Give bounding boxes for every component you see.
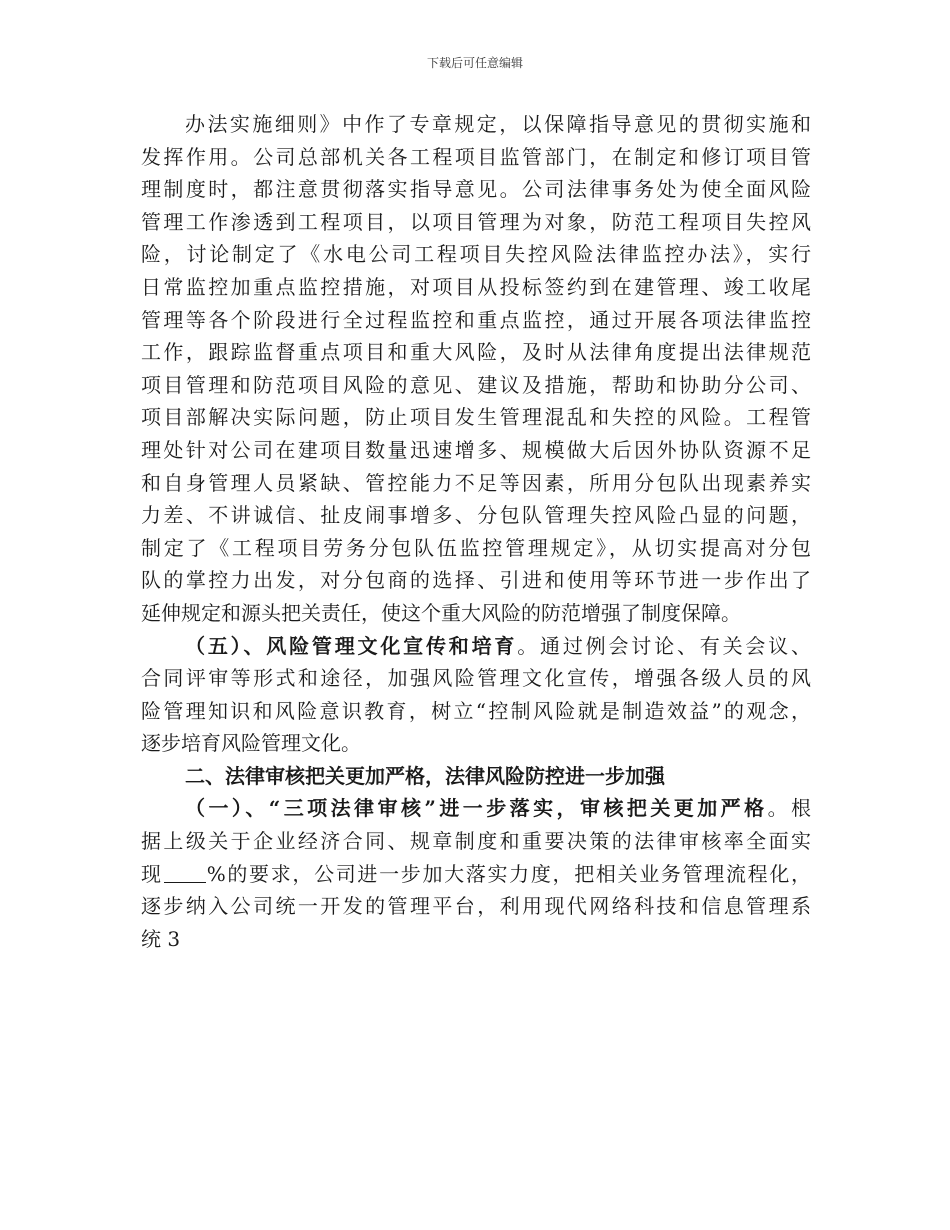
text-line: 理制度时，都注意贯彻落实指导意见。公司法律事务处为使全面风险 [141, 177, 811, 202]
text-line: 发挥作用。公司总部机关各工程项目监管部门，在制定和修订项目管 [141, 144, 811, 169]
text-line: 延伸规定和源头把关责任，使这个重大风险的防范增强了制度保障。 [141, 600, 741, 625]
text-line: 险，讨论制定了《水电公司工程项目失控风险法律监控办法》，实行 [141, 242, 811, 267]
text-line: 管理工作渗透到工程项目，以项目管理为对象，防范工程项目失控风 [141, 209, 811, 234]
paragraph-2 [141, 630, 811, 760]
fill-in-blank [164, 862, 206, 883]
paragraph-1 [141, 108, 811, 630]
text-line: 队的掌控力出发，对分包商的选择、引进和使用等环节进一步作出了 [141, 568, 811, 593]
text-line: 项目部解决实际问题，防止项目发生管理混乱和失控的风险。工程管 [141, 405, 811, 430]
section-heading: 二、法律审核把关更加严格，法律风险防控进一步加强 [185, 763, 665, 788]
text-line: 理处针对公司在建项目数量迅速增多、规模做大后因外协队资源不足 [141, 437, 811, 462]
text-run: 。通过例会讨论、有关会议、 [517, 633, 812, 658]
text-line: 办法实施细则》中作了专章规定，以保障指导意见的贯彻实施和 [185, 112, 811, 136]
text-run: %的要求，公司进一步加大落实力度，把相关业务管理流程化， [206, 861, 811, 886]
text-line: 合同评审等形式和途径，加强风险管理文化宣传，增强各级人员的风 [141, 666, 811, 691]
text-line: 逐步纳入公司统一开发的管理平台，利用现代网络科技和信息管理系 [141, 894, 811, 919]
page-header: 下载后可任意编辑 [426, 56, 523, 70]
text-line: 统 3 [141, 926, 181, 951]
text-line [141, 858, 811, 891]
text-line: 制定了《工程项目劳务分包队伍监控管理规定》，从切实提高对分包 [141, 535, 811, 560]
paragraph-3 [141, 792, 811, 955]
text-line: 险管理知识和风险意识教育，树立“控制风险就是制造效益”的观念， [141, 698, 811, 723]
text-line: 管理等各个阶段进行全过程监控和重点监控，通过开展各项法律监控 [141, 307, 811, 332]
document-body [141, 108, 811, 955]
section-title: （五）、风险管理文化宣传和培育 [185, 633, 518, 658]
text-line: 逐步培育风险管理文化。 [141, 731, 361, 756]
text-line [141, 630, 811, 663]
text-line: 和自身管理人员紧缺、管控能力不足等因素，所用分包队出现素养实 [141, 470, 811, 495]
text-line: 力差、不讲诚信、扯皮闹事增多、分包队管理失控风险凸显的问题， [141, 503, 811, 528]
text-line: 日常监控加重点监控措施，对项目从投标签约到在建管理、竣工收尾 [141, 274, 811, 299]
text-run: 现 [141, 861, 163, 886]
text-line [141, 792, 811, 825]
text-line: 据上级关于企业经济合同、规章制度和重要决策的法律审核率全面实 [141, 829, 811, 854]
text-run: 。根 [767, 796, 812, 821]
text-line: 工作，跟踪监督重点项目和重大风险，及时从法律角度提出法律规范 [141, 340, 811, 365]
section-title: （一）、“三项法律审核”进一步落实，审核把关更加严格 [185, 796, 768, 821]
text-line: 项目管理和防范项目风险的意见、建议及措施，帮助和协助分公司、 [141, 372, 811, 397]
